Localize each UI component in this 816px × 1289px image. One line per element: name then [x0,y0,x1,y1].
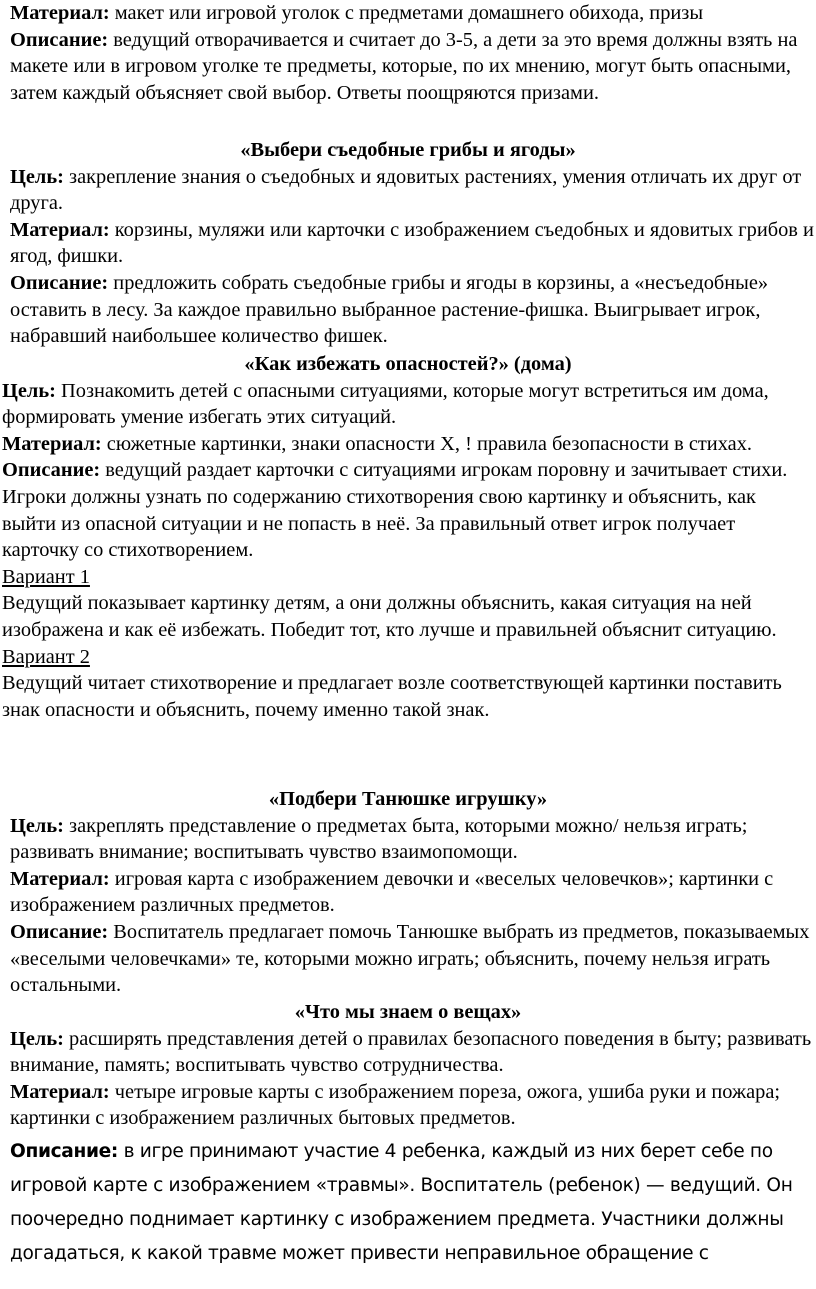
description-paragraph [2,919,814,999]
material-paragraph [2,1079,814,1132]
description-text: ведущий раздает карточки с ситуациями игрокам поровну и зачитывает стихи. Игроки должны узнать по содержанию стихотворения свою картинку и объяснить, как выйти из опасной ситуации и не попасть в неё. За правильный ответ игрок получает карточку со стихотворением. [2,459,788,562]
description-paragraph [2,270,814,350]
description-paragraph [2,1135,814,1271]
section-title: «Что мы знаем о вещах» [294,1001,522,1023]
description-label: Описание: [2,459,101,482]
goal-label: Цель: [2,379,56,402]
description-label: Описание: [10,271,109,294]
goal-text: расширять представления детей о правилах безопасного поведения в быту; развивать внимание, память; воспитывать чувство сотрудничества. [10,1027,812,1077]
game-toy-section [2,786,814,999]
game-things-section [2,999,814,1132]
variant-2-label: Вариант 2 [2,645,90,668]
goal-paragraph [2,813,814,866]
goal-paragraph [2,1026,814,1079]
game-mushrooms-section [2,137,814,350]
material-label: Материал: [10,867,110,890]
description-text: в игре принимают участие 4 ребенка, каждый из них берет себе по игровой карте с изображением «травмы». Воспитатель (ребенок) — ведущий. Он поочередно поднимает картинку с изображением предмета. Участники должны догадаться, к какой травме может привести неправильное обращение с [10,1141,793,1264]
description-label: Описание: [10,1141,119,1162]
goal-text: закреплять представление о предметах быта, которыми можно/ нельзя играть; развивать внимание; воспитывать чувство взаимопомощи. [10,814,748,864]
goal-text: закрепление знания о съедобных и ядовитых растениях, умения отличать их друг от друга. [10,165,802,215]
goal-label: Цель: [10,165,64,188]
variant-1-text: Ведущий показывает картинку детям, а они должны объяснить, какая ситуация на ней изображена и как её избежать. Победит тот, кто лучше и правильней объяснит ситуацию. [2,592,777,641]
material-paragraph [2,431,814,458]
section-title: «Выбери съедобные грибы и ягоды» [240,139,576,161]
material-label: Материал: [2,432,102,455]
material-paragraph [2,217,814,270]
description-text: предложить собрать съедобные грибы и ягоды в корзины, а «несъедобные» оставить в лесу. За каждое правильно выбранное растение-фишка. Выигрывает игрок, набравший наибольшее количество фишек. [10,271,769,348]
material-text: игровая карта с изображением девочки и «веселых человечков»; картинки с изображением различных предметов. [10,867,774,917]
goal-paragraph [2,378,814,431]
description-text: ведущий отворачивается и считает до 3-5, а дети за это время должны взять на макете или в игровом уголке те предметы, которые, по их мнению, могут быть опасными, затем каждый объясняет свой выбор. Ответы поощряются призами. [10,28,798,104]
material-label: Материал: [10,218,110,241]
intro-material [2,0,814,27]
material-text: макет или игровой уголок с предметами домашнего обихода, призы [109,2,704,24]
intro-section [2,0,814,106]
description-label: Описание: [10,28,109,51]
material-paragraph [2,866,814,919]
description-text: Воспитатель предлагает помочь Танюшке выбрать из предметов, показываемых «веселыми человечками» те, которыми можно играть; объяснить, почему нельзя играть остальными. [10,920,810,997]
material-label: Материал: [10,2,110,24]
material-text: сюжетные картинки, знаки опасности Х, ! правила безопасности в стихах. [101,432,752,455]
material-label: Материал: [10,1080,110,1103]
section-title: «Подбери Танюшке игрушку» [268,788,548,810]
game-danger-section [2,351,814,723]
game-things-description [2,1135,814,1271]
material-text: четыре игровые карты с изображением пореза, ожога, ушиба руки и пожара; картинки с изображением различных бытовых предметов. [10,1080,781,1130]
goal-text: Познакомить детей с опасными ситуациями, которые могут встретиться им дома, формировать умение избегать этих ситуаций. [2,379,769,429]
goal-label: Цель: [10,814,64,837]
material-text: корзины, муляжи или карточки с изображением съедобных и ядовитых грибов и ягод, фишки. [10,218,814,268]
description-paragraph [2,457,814,563]
intro-description [2,27,814,107]
goal-paragraph [2,164,814,217]
goal-label: Цель: [10,1027,64,1050]
section-title: «Как избежать опасностей?» (дома) [244,353,572,375]
description-label: Описание: [10,920,109,943]
variant-2-text: Ведущий читает стихотворение и предлагает возле соответствующей картинки поставить знак опасности и объяснить, почему именно такой знак. [2,672,782,721]
variant-1-label: Вариант 1 [2,565,90,588]
